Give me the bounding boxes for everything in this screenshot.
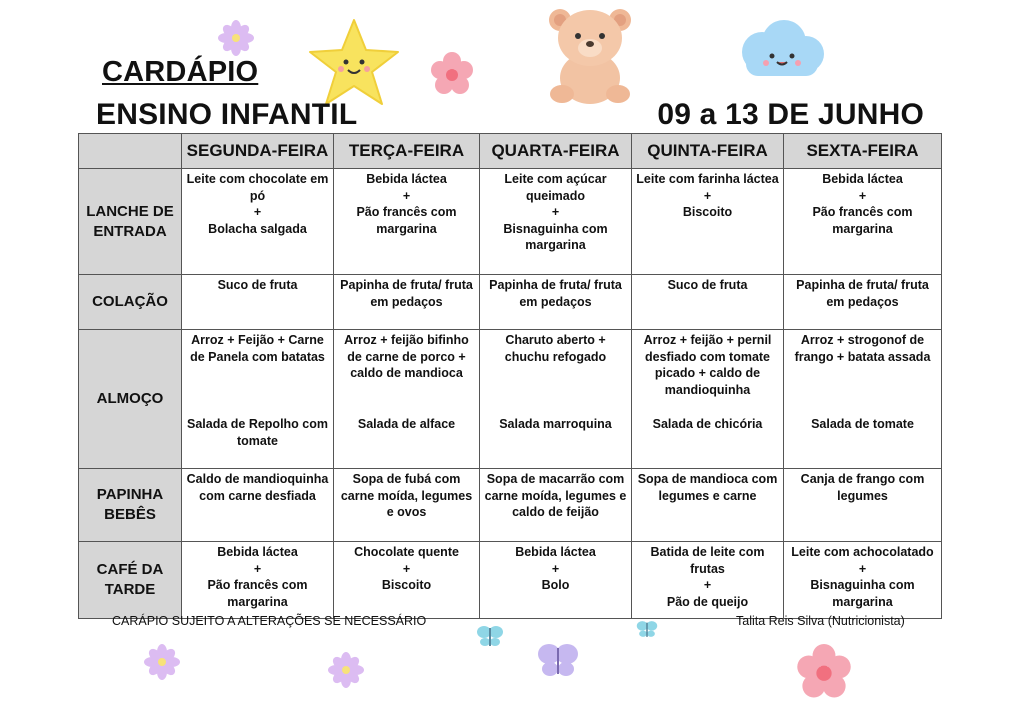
menu-cell — [480, 469, 632, 542]
menu-cell — [632, 169, 784, 275]
menu-item-text: Suco de fruta — [667, 278, 748, 292]
row-label: CAFÉ DA TARDE — [79, 542, 182, 619]
menu-item-text: Leite com açúcar queimado + Bisnaguinha com margarina — [503, 172, 608, 252]
corner-cell — [79, 134, 182, 169]
menu-item-text: Papinha de fruta/ fruta em pedaços — [796, 278, 929, 309]
menu-item-text: Arroz + strogonof de frango + batata assada — [794, 333, 931, 364]
column-header: QUINTA-FEIRA — [632, 134, 784, 169]
salad-text: Salada marroquina — [499, 417, 612, 431]
table-row — [79, 330, 942, 469]
menu-cell — [784, 169, 942, 275]
menu-cell — [480, 275, 632, 330]
star-face-icon — [308, 16, 400, 108]
pink-flower-icon — [430, 52, 474, 96]
menu-cell — [480, 542, 632, 619]
menu-item-text: Chocolate quente + Biscoito — [354, 545, 459, 592]
menu-cell — [784, 542, 942, 619]
menu-cell — [334, 330, 480, 469]
butterfly-icon — [536, 640, 580, 680]
nutritionist-signature: Talita Reis Silva (Nutricionista) — [736, 614, 905, 628]
salad-text: Salada de Repolho com tomate — [186, 417, 328, 448]
menu-item-text: Leite com farinha láctea + Biscoito — [636, 172, 779, 219]
row-label: LANCHE DE ENTRADA — [79, 169, 182, 275]
menu-cell — [334, 169, 480, 275]
header-row — [79, 134, 942, 169]
teddy-bear-icon — [544, 4, 636, 106]
menu-item-text: Papinha de fruta/ fruta em pedaços — [489, 278, 622, 309]
menu-item-text: Suco de fruta — [217, 278, 298, 292]
cloud-face-icon — [732, 18, 828, 84]
menu-table — [78, 133, 942, 619]
menu-cell — [784, 275, 942, 330]
menu-item-text: Charuto aberto + chuchu refogado — [504, 333, 607, 364]
menu-item-text: Bebida láctea + Pão francês com margarina — [356, 172, 457, 236]
menu-item-text: Bebida láctea + Bolo — [515, 545, 596, 592]
menu-item-text: Leite com chocolate em pó + Bolacha salgada — [186, 172, 329, 236]
menu-cell — [334, 542, 480, 619]
menu-item-text: Sopa de mandioca com legumes e carne — [637, 472, 778, 503]
menu-cell — [182, 275, 334, 330]
table-row — [79, 469, 942, 542]
menu-cell — [480, 330, 632, 469]
column-header: TERÇA-FEIRA — [334, 134, 480, 169]
table-row — [79, 542, 942, 619]
page-title: CARDÁPIO — [102, 56, 259, 88]
menu-cell — [632, 275, 784, 330]
menu-cell — [182, 469, 334, 542]
menu-cell — [182, 330, 334, 469]
table-row — [79, 169, 942, 275]
menu-item-text: Sopa de macarrão com carne moída, legumes e caldo de feijão — [484, 472, 627, 519]
menu-item-text: Arroz + feijão bifinho de carne de porco + caldo de mandioca — [344, 333, 469, 380]
salad-text: Salada de alface — [357, 417, 456, 431]
lilac-flower-icon — [218, 20, 254, 56]
menu-cell — [182, 542, 334, 619]
column-header: QUARTA-FEIRA — [480, 134, 632, 169]
menu-cell — [632, 330, 784, 469]
menu-cell — [182, 169, 334, 275]
menu-cell — [480, 169, 632, 275]
menu-item-text: Papinha de fruta/ fruta em pedaços — [340, 278, 473, 309]
menu-item-text: Arroz + feijão + pernil desfiado com tomate picado + caldo de mandioquinha — [643, 333, 772, 397]
row-label: COLAÇÃO — [79, 275, 182, 330]
column-header: SEGUNDA-FEIRA — [182, 134, 334, 169]
column-header: SEXTA-FEIRA — [784, 134, 942, 169]
footer-note: CARÁPIO SUJEITO A ALTERAÇÕES SE NECESSÁRIO — [112, 614, 427, 628]
pink-flower-icon — [796, 644, 852, 700]
lilac-flower-icon — [144, 644, 180, 680]
menu-cell — [632, 469, 784, 542]
menu-cell — [334, 469, 480, 542]
menu-item-text: Arroz + Feijão + Carne de Panela com batatas — [190, 333, 325, 364]
row-label: ALMOÇO — [79, 330, 182, 469]
menu-cell — [784, 469, 942, 542]
menu-item-text: Caldo de mandioquinha com carne desfiada — [186, 472, 329, 503]
menu-item-text: Bebida láctea + Pão francês com margarina — [207, 545, 308, 609]
salad-text: Salada de tomate — [811, 417, 914, 431]
menu-cell — [632, 542, 784, 619]
menu-item-text: Canja de frango com legumes — [800, 472, 925, 503]
row-label: PAPINHA BEBÊS — [79, 469, 182, 542]
page-subtitle: ENSINO INFANTIL — [96, 98, 358, 131]
menu-cell — [334, 275, 480, 330]
menu-cell — [784, 330, 942, 469]
butterfly-icon — [476, 622, 504, 650]
date-range: 09 a 13 DE JUNHO — [657, 98, 924, 131]
table-row — [79, 275, 942, 330]
menu-item-text: Sopa de fubá com carne moída, legumes e ovos — [340, 472, 473, 519]
lilac-flower-icon — [328, 652, 364, 688]
menu-item-text: Leite com achocolatado + Bisnaguinha com margarina — [791, 545, 934, 609]
salad-text: Salada de chicória — [652, 417, 763, 431]
butterfly-icon — [636, 618, 658, 640]
menu-item-text: Bebida láctea + Pão francês com margarina — [812, 172, 913, 236]
menu-item-text: Batida de leite com frutas + Pão de queijo — [650, 545, 765, 609]
